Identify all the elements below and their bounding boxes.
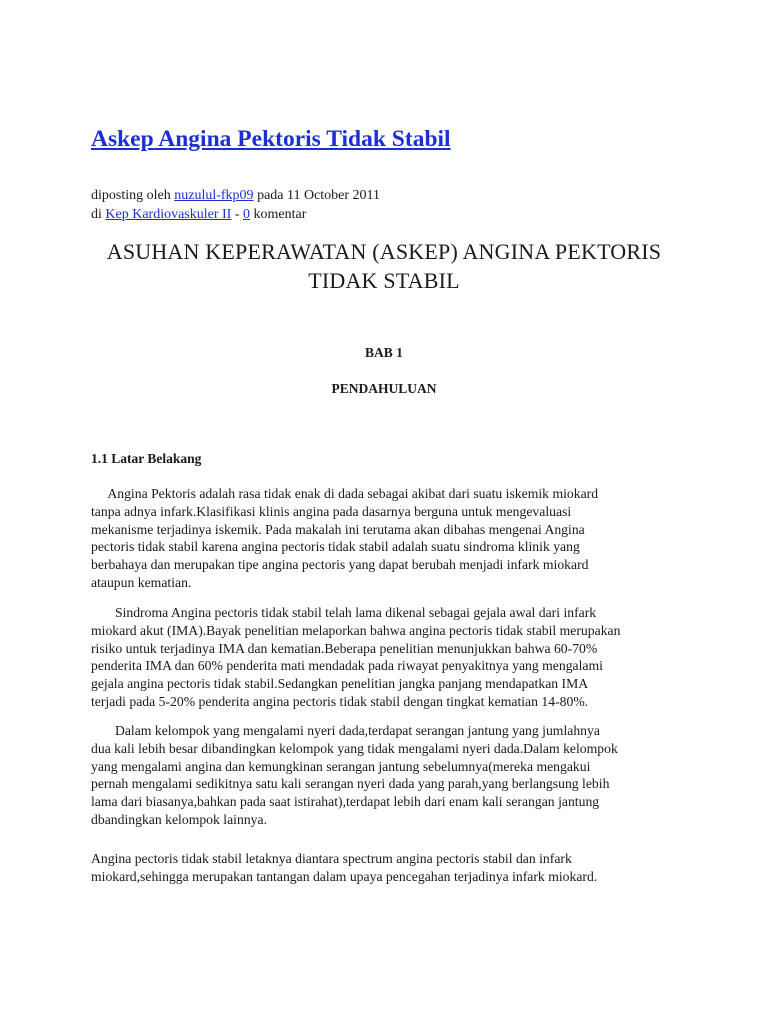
paragraph-line: terjadi pada 5-20% penderita angina pectoris tidak stabil dengan tingkat kematian 14-80%. bbox=[91, 693, 589, 709]
paragraph-line: mekanisme terjadinya iskemik. Pada makalah ini terutama akan dibahas mengenai Angina bbox=[91, 521, 585, 537]
post-meta bbox=[91, 186, 380, 224]
paragraph-line: risiko untuk terjadinya IMA dan kematian.Beberapa penelitian menunjukkan bahwa 60-70% bbox=[91, 640, 598, 656]
paragraph-4 bbox=[91, 850, 691, 886]
paragraph-line: pernah mengalami sedikitnya satu kali serangan nyeri dada yang parah,yang berlangsung lebih bbox=[91, 776, 610, 792]
paragraph-line: ataupun kematian. bbox=[91, 574, 192, 590]
document-heading-line-2: TIDAK STABIL bbox=[308, 268, 460, 293]
paragraph-line: berbahaya dan merupakan tipe angina pectoris yang dapat berubah menjadi infark miokard bbox=[91, 557, 589, 573]
paragraph-line: miokard akut (IMA).Bayak penelitian melaporkan bahwa angina pectoris tidak stabil merupakan bbox=[91, 622, 621, 638]
post-title-link[interactable]: Askep Angina Pektoris Tidak Stabil bbox=[91, 126, 451, 152]
paragraph-line: Sindroma Angina pectoris tidak stabil telah lama dikenal sebagai gejala awal dari infark bbox=[91, 605, 597, 620]
chapter-title: PENDAHULUAN bbox=[331, 381, 437, 396]
document-heading-line-1: ASUHAN KEPERAWATAN (ASKEP) ANGINA PEKTORIS bbox=[106, 239, 662, 264]
chapter-number: BAB 1 bbox=[365, 345, 403, 360]
document-heading bbox=[60, 237, 708, 295]
comment-label: komentar bbox=[250, 207, 307, 222]
author-link[interactable]: nuzulul-fkp09 bbox=[174, 188, 254, 203]
paragraph-line: dua kali lebih besar dibandingkan kelompok yang tidak mengalami nyeri dada.Dalam kelompok bbox=[91, 740, 618, 756]
comment-count-link[interactable]: 0 bbox=[243, 207, 251, 222]
paragraph-line: miokard,sehingga merupakan tantangan dalam upaya pencegahan terjadinya infark miokard. bbox=[91, 868, 598, 884]
post-title bbox=[91, 124, 451, 154]
paragraph-1 bbox=[91, 485, 691, 592]
paragraph-line: penderita IMA dan 60% penderita mati mendadak pada riwayat penyakitnya yang mengalami bbox=[91, 658, 603, 674]
post-meta-line-author bbox=[91, 186, 380, 205]
meta-separator: - bbox=[231, 207, 244, 222]
paragraph-line: Angina pectoris tidak stabil letaknya diantara spectrum angina pectoris stabil dan infark bbox=[91, 851, 572, 866]
paragraph-line: gejala angina pectoris tidak stabil.Sedangkan penelitian jangka panjang mendapatkan IMA bbox=[91, 676, 589, 692]
section-title: 1.1 Latar Belakang bbox=[91, 451, 202, 466]
paragraph-2 bbox=[91, 604, 691, 711]
paragraph-line: lama dari biasanya,bahkan pada saat istirahat),terdapat lebih dari enam kali serangan jantung bbox=[91, 794, 600, 810]
paragraph-line: yang mengalami angina dan kemungkinan serangan jantung sebelumnya(mereka mengakui bbox=[91, 758, 591, 774]
post-meta-line-category bbox=[91, 205, 380, 224]
category-link[interactable]: Kep Kardiovaskuler II bbox=[105, 207, 232, 222]
paragraph-line: Angina Pektoris adalah rasa tidak enak di dada sebagai akibat dari suatu iskemik miokard bbox=[91, 486, 599, 501]
posted-by-label: diposting oleh bbox=[91, 188, 175, 203]
paragraph-line: tanpa adnya infark.Klasifikasi klinis angina pada dasarnya berguna untuk mengevaluasi bbox=[91, 503, 572, 519]
paragraph-line: Dalam kelompok yang mengalami nyeri dada,terdapat serangan jantung yang jumlahnya bbox=[91, 723, 600, 738]
post-date: pada 11 October 2011 bbox=[253, 188, 381, 203]
paragraph-3 bbox=[91, 722, 691, 829]
paragraph-line: dbandingkan kelompok lainnya. bbox=[91, 811, 267, 827]
paragraph-line: pectoris tidak stabil karena angina pectoris tidak stabil adalah suatu sindroma klinik yang bbox=[91, 539, 580, 555]
category-label: di bbox=[91, 207, 106, 222]
